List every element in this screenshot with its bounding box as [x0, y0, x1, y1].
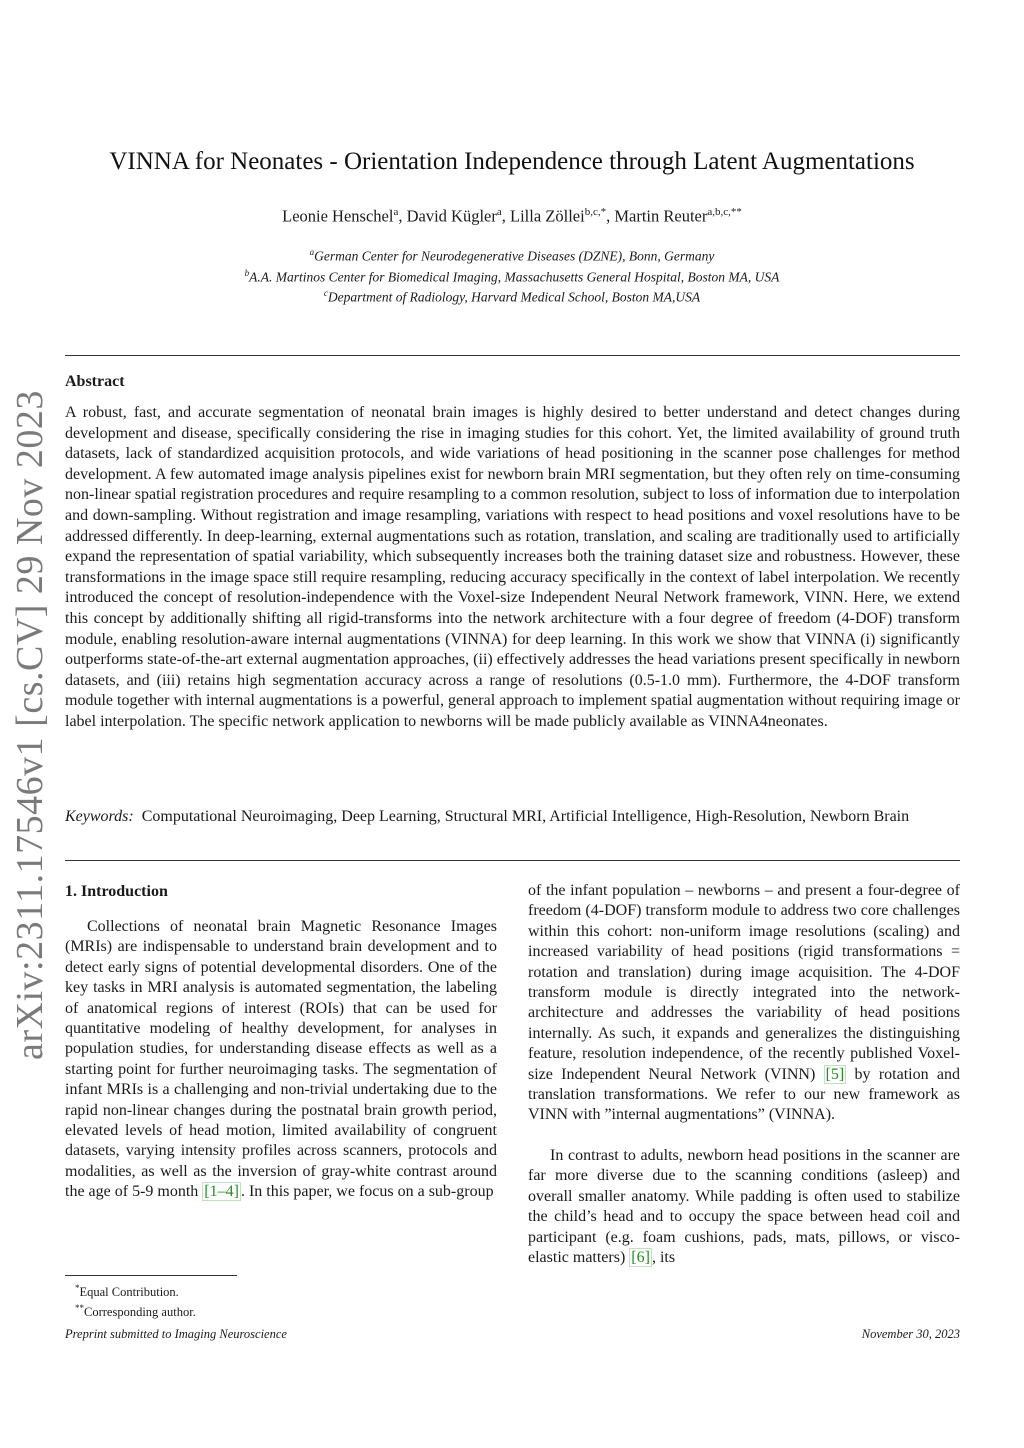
affiliation: $^c$Department of Radiology, Harvard Medical School, Boston MA,USA	[323, 288, 701, 305]
author-name: Leonie Henschel	[282, 206, 394, 226]
author-affil-mark: a	[496, 206, 502, 218]
author-name: Lilla Zöllei	[510, 206, 585, 226]
top-divider	[65, 355, 960, 356]
paragraph: Collections of neonatal brain Magnetic Resonance Images (MRIs) are indispensable to understand brain development and to detect early signs of potential developmental disorders. One of the key tasks in MRI analysis is automated segmentation, the labeling of anatomical regions of interest (ROIs) that can be used for quantitative modeling of healthy development, for analyses in population studies, for understanding disease effects as well as a starting point for further neuroimaging tasks. The segmentation of infant MRIs is a challenging and non-trivial undertaking due to the rapid non-linear changes during the postnatal brain growth period, elevated levels of head motion, limited availability of congruent datasets, varying intensity profiles across scanners, protocols and modalities, as well as the inversion of gray-white contrast around the age of 5-9 month [1–4] . In this paper, we focus on a sub-group	[65, 918, 497, 1201]
abstract-heading: Abstract	[65, 373, 125, 390]
author-affil-mark: a,b,c,**	[707, 206, 742, 218]
paragraph: In contrast to adults, newborn head positions in the scanner are far more diverse due to the scanning conditions (asleep) and overall smaller anatomy. While padding is often used to stabilize the child’s head and to occupy the space between head coil and participant (e.g. foam cushions, pads, mats, pillows, or visco-elastic matters) [6] , its	[528, 1146, 960, 1266]
paper-title: VINNA for Neonates - Orientation Independence through Latent Augmentations	[109, 148, 915, 175]
affiliation-list	[0, 244, 1024, 306]
citation-link[interactable]: [1–4]	[204, 1183, 239, 1201]
left-column	[65, 917, 497, 1203]
author-name: Martin Reuter	[614, 206, 708, 226]
affiliation: $^a$German Center for Neurodegenerative Diseases (DZNE), Bonn, Germany	[309, 247, 715, 264]
footnotes	[75, 1280, 196, 1320]
citation-link[interactable]: [6]	[631, 1248, 650, 1266]
section-heading-introduction: 1. Introduction	[65, 883, 168, 900]
author-affil-mark: a	[393, 206, 399, 218]
author-name: David Kügler	[406, 206, 497, 226]
footer-preprint-note: Preprint submitted to Imaging Neuroscience	[65, 1327, 287, 1341]
citation-link[interactable]: [5]	[825, 1065, 845, 1083]
abstract-text: A robust, fast, and accurate segmentation of neonatal brain images is highly desired to better understand and detect changes during development and disease, specifically considering the rise in imaging studies for this cohort. Yet, the limited availability of ground truth datasets, lack of standardized acquisition protocols, and wide variations of head positioning in the scanner pose challenges for method development. A few automated image analysis pipelines exist for newborn brain MRI segmentation, but they often rely on time-consuming non-linear spatial registration procedures and require resampling to a common resolution, subject to loss of information due to interpolation and down-sampling. Without registration and image resampling, variations with respect to head positions and voxel resolutions have to be addressed differently. In deep-learning, external augmentations such as rotation, translation, and scaling are traditionally used to artificially expand the representation of spatial variability, which subsequently increases both the training dataset size and robustness. However, these transformations in the image space still require resampling, reducing accuracy specifically in the context of label interpolation. We recently introduced the concept of resolution-independence with the Voxel-size Independent Neural Network framework, VINN. Here, we extend this concept by additionally shifting all rigid-transforms into the network architecture with a four degree of freedom (4-DOF) transform module, enabling resolution-aware internal augmentations (VINNA) for deep learning. In this work we show that VINNA (i) significantly outperforms state-of-the-art external augmentation approaches, (ii) effectively addresses the head variations present specifically in newborn datasets, and (iii) retains high segmentation accuracy across a range of resolutions (0.5-1.0 mm). Furthermore, the 4-DOF transform module together with internal augmentations is a powerful, general approach to implement spatial augmentation without requiring image or label interpolation. The specific network application to newborns will be made publicly available as VINNA4neonates.	[65, 404, 960, 730]
arxiv-stamp: arXiv:2311.17546v1 [cs.CV] 29 Nov 2023	[9, 390, 51, 1060]
footnote-divider	[65, 1275, 237, 1276]
footnote: **Corresponding author.	[75, 1303, 196, 1320]
author-list: Leonie Henschel$^a$, David Kügler$^a$, Lilla Zöllei$^{b,c,*}$, Martin Reuter$^{a,b,c,**}$	[282, 206, 742, 226]
affiliation: $^b$A.A. Martinos Center for Biomedical Imaging, Massachusetts General Hospital, Boston MA, USA	[244, 267, 780, 284]
paragraph: of the infant population – newborns – and present a four-degree of freedom (4-DOF) transform module to address two core challenges within this cohort: non-uniform image resolutions (scaling) and increased variability of head positions (rigid transformations = rotation and translation) during image acquisition. The 4-DOF transform module is directly integrated into the network-architecture and addresses the variability of head positions internally. As such, it expands and generalizes the distinguishing feature, resolution independence, of the recently published Voxel-size Independent Neural Network (VINN) [5] by rotation and translation transformations. We refer to our new framework as VINN with ”internal augmentations” (VINNA).	[528, 882, 960, 1124]
bottom-divider	[65, 860, 960, 861]
keywords-label: Keywords:	[65, 808, 134, 825]
footnote: *Equal Contribution.	[75, 1283, 179, 1300]
footer-date: November 30, 2023	[861, 1327, 960, 1341]
keywords-text: Computational Neuroimaging, Deep Learning, Structural MRI, Artificial Intelligence, High-Resolution, Newborn Brain	[141, 808, 910, 825]
keywords	[65, 807, 945, 828]
right-column	[528, 881, 960, 1268]
author-affil-mark: b,c,*	[584, 206, 607, 218]
